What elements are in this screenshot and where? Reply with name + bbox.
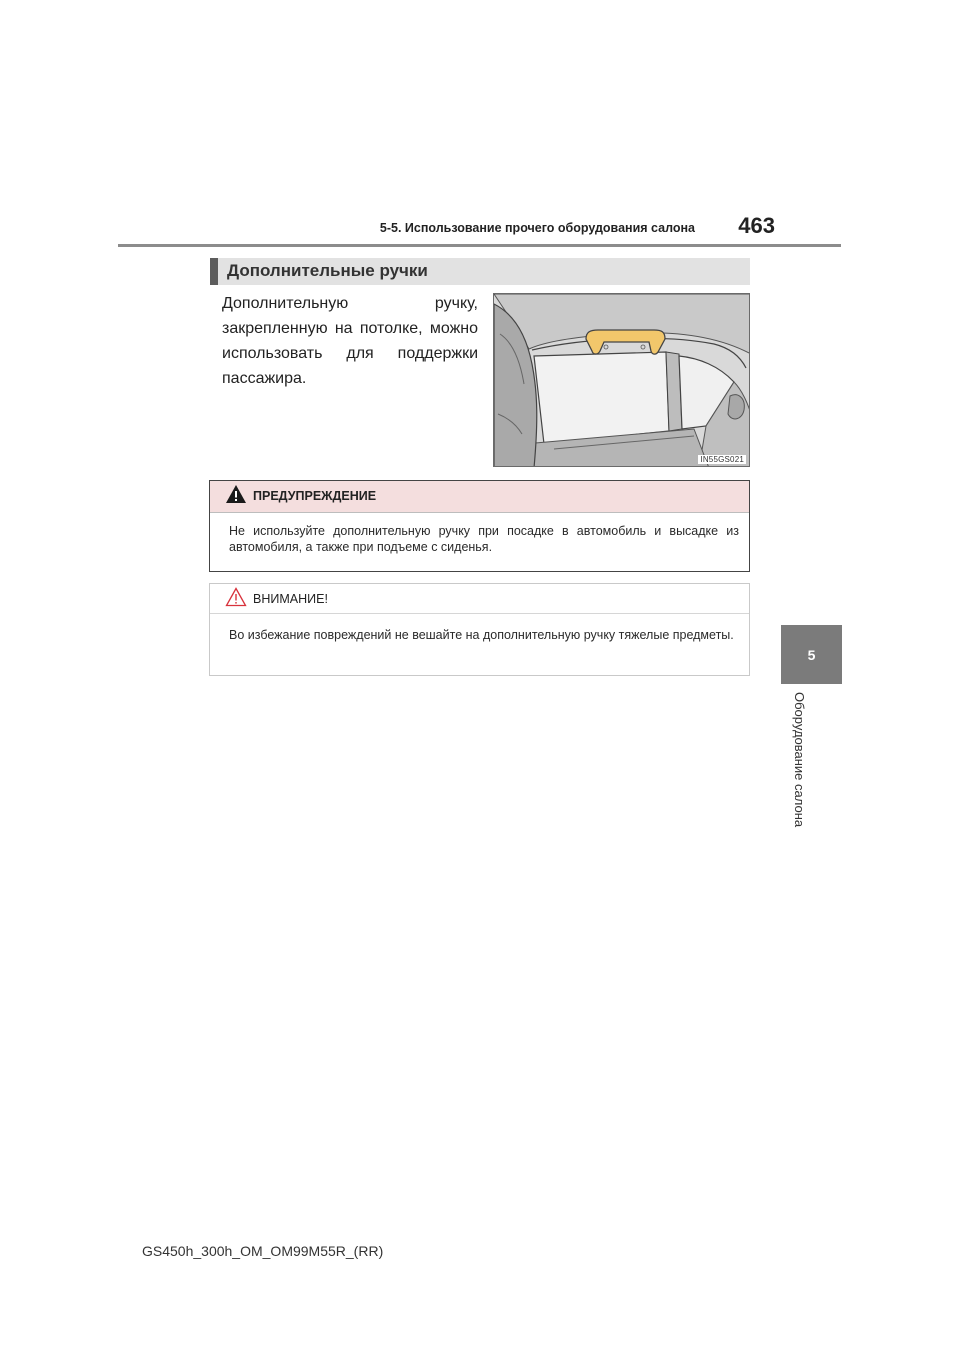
page-number: 463 bbox=[738, 213, 775, 238]
notice-text: Во избежание повреждений не вешайте на дополнительную ручку тяжелые предметы. bbox=[229, 628, 734, 642]
section-title: Дополнительные ручки bbox=[227, 261, 428, 280]
assist-grip-illustration bbox=[493, 293, 750, 467]
warning-label: ПРЕДУПРЕЖДЕНИЕ bbox=[253, 489, 377, 503]
notice-label: ВНИМАНИЕ! bbox=[253, 592, 328, 606]
caution-triangle-icon bbox=[225, 587, 247, 607]
notice-header bbox=[210, 584, 749, 614]
notice-box bbox=[209, 583, 750, 676]
car-interior-drawing bbox=[494, 294, 750, 467]
warning-triangle-icon bbox=[225, 484, 247, 504]
section-heading-bar bbox=[210, 258, 750, 285]
chapter-tab bbox=[781, 625, 842, 684]
section-body-text: Дополнительную ручку, закрепленную на потолке, можно использовать для поддержки пассажира. bbox=[222, 295, 478, 387]
warning-box bbox=[209, 480, 750, 572]
section-accent bbox=[210, 258, 218, 285]
chapter-title: Оборудование салона bbox=[792, 692, 807, 828]
warning-text: Не используйте дополнительную ручку при посадке в автомобиль и высадке из автомобиля, а также при подъеме с сиденья. bbox=[229, 524, 739, 554]
document-code: GS450h_300h_OM_OM99M55R_(RR) bbox=[142, 1243, 384, 1259]
illustration-code: IN55GS021 bbox=[700, 455, 744, 464]
running-header: 5-5. Использование прочего оборудования салона bbox=[379, 221, 695, 235]
chapter-number: 5 bbox=[807, 646, 816, 663]
header-divider bbox=[118, 244, 841, 247]
warning-header bbox=[210, 481, 749, 513]
